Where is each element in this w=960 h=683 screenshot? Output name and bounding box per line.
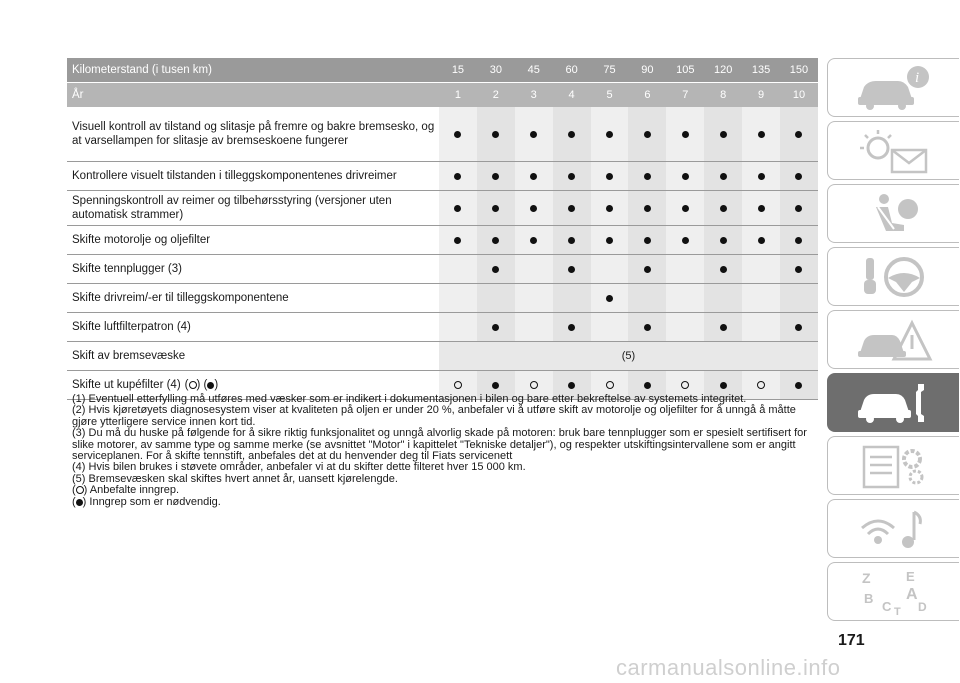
required-dot-icon — [568, 324, 575, 331]
tab-index[interactable] — [827, 562, 959, 621]
ring-symbol-icon — [189, 381, 197, 389]
tab-multimedia[interactable] — [827, 499, 959, 558]
tab-dashboard[interactable] — [827, 121, 959, 180]
row-label — [67, 191, 439, 225]
table-row — [67, 191, 818, 226]
row-cells — [439, 313, 818, 341]
tab-emergency[interactable] — [827, 310, 959, 369]
table-cell — [704, 191, 742, 225]
row-label-symbols — [185, 378, 219, 392]
header-cell: 3 — [530, 89, 537, 101]
car-info-icon — [854, 63, 934, 113]
header-cell: 135 — [751, 64, 771, 76]
required-dot-icon — [795, 324, 802, 331]
table-row — [67, 226, 818, 255]
table-cell — [439, 226, 477, 254]
tab-specs[interactable] — [827, 436, 959, 495]
required-dot-icon — [795, 205, 802, 212]
row-cells — [439, 107, 818, 161]
required-dot-icon — [492, 205, 499, 212]
svg-text:B: B — [863, 590, 873, 606]
required-dot-icon — [644, 205, 651, 212]
required-dot-icon — [454, 131, 461, 138]
table-cell — [439, 255, 477, 283]
required-dot-icon — [795, 382, 802, 389]
table-cell — [477, 107, 515, 161]
required-dot-icon — [682, 237, 689, 244]
table-cell — [515, 255, 553, 283]
row-label-text: Skifte tennplugger (3) — [72, 263, 182, 275]
table-cell — [666, 284, 704, 312]
table-cell — [553, 284, 591, 312]
required-dot-icon — [795, 131, 802, 138]
table-cell — [780, 162, 818, 190]
required-dot-icon — [795, 237, 802, 244]
table-cell — [515, 107, 553, 161]
multimedia-note-icon — [854, 504, 934, 554]
table-cell — [477, 162, 515, 190]
header-km-cells — [439, 58, 818, 82]
required-dot-icon — [606, 237, 613, 244]
note-3: (3) Du må du huske på følgende for å sikre riktig funksjonalitet og unngå alvorlig skade på motoren: bruk bare tennplugger som er spesielt sertifisert for slike motorer, av samme type og samme merke (se avsnittet "Motor" i kapittelet "Tekniske detaljer"), og respekter utskiftingsintervallene som er angitt serviceplanen. For å skifte tennstift, anbefales det at du henvender deg til Fiats servicenett — [72, 427, 807, 463]
required-dot-icon — [644, 266, 651, 273]
header-cell: 15 — [451, 64, 465, 76]
header-cell: 75 — [603, 64, 616, 76]
watermark: carmanualsonline.info — [616, 655, 841, 680]
table-cell — [591, 313, 629, 341]
row-label-text: Skifte motorolje og oljefilter — [72, 234, 211, 246]
recommended-ring-icon — [454, 381, 462, 389]
tab-car-info[interactable] — [827, 58, 959, 117]
table-cell — [591, 226, 629, 254]
header-cell: 6 — [644, 89, 651, 101]
row-label — [67, 255, 439, 283]
page-number: 171 — [838, 632, 865, 649]
header-km-row — [67, 58, 818, 82]
row-cells — [439, 255, 818, 283]
tab-safety[interactable] — [827, 184, 959, 243]
key-steering-wheel-icon — [854, 252, 934, 302]
table-cell — [704, 284, 742, 312]
table-cell — [704, 107, 742, 161]
table-cell — [666, 162, 704, 190]
required-dot-icon — [758, 131, 765, 138]
table-cell — [515, 284, 553, 312]
required-dot-icon — [682, 131, 689, 138]
table-row — [67, 255, 818, 284]
table-cell — [591, 162, 629, 190]
required-dot-icon — [568, 237, 575, 244]
required-dot-icon — [758, 237, 765, 244]
table-cell — [439, 191, 477, 225]
required-dot-icon — [644, 237, 651, 244]
row-label — [67, 226, 439, 254]
required-dot-icon — [492, 237, 499, 244]
table-cell — [591, 255, 629, 283]
table-cell — [553, 162, 591, 190]
table-cell — [553, 107, 591, 161]
table-cell — [742, 284, 780, 312]
table-cell — [628, 191, 666, 225]
required-dot-icon — [644, 173, 651, 180]
svg-text:C: C — [881, 598, 891, 614]
table-cell — [628, 162, 666, 190]
header-cell: 1 — [454, 89, 461, 101]
table-cell — [515, 313, 553, 341]
table-cell — [666, 226, 704, 254]
row-label — [67, 313, 439, 341]
row-cells — [439, 284, 818, 312]
row-cells — [439, 226, 818, 254]
table-cell — [780, 255, 818, 283]
table-cell — [780, 284, 818, 312]
row-label-text: Skift av bremsevæske — [72, 350, 186, 362]
row-label — [67, 284, 439, 312]
dashboard-light-mail-icon — [854, 126, 934, 176]
table-cell — [439, 162, 477, 190]
table-cell — [591, 107, 629, 161]
required-dot-icon — [454, 205, 461, 212]
header-year-row — [67, 82, 818, 107]
table-cell — [704, 255, 742, 283]
note-7 — [72, 497, 822, 508]
required-dot-icon — [530, 205, 537, 212]
table-cell — [477, 191, 515, 225]
table-cell — [591, 284, 629, 312]
recommended-ring-icon — [530, 381, 538, 389]
table-body — [67, 107, 818, 400]
table-cell — [742, 255, 780, 283]
header-cell: 5 — [606, 89, 613, 101]
maintenance-table — [67, 58, 818, 400]
svg-text:Z: Z — [861, 569, 871, 586]
required-dot-icon — [606, 173, 613, 180]
table-cell — [628, 284, 666, 312]
header-cell: 9 — [758, 89, 765, 101]
required-dot-icon — [720, 205, 727, 212]
header-cell: 45 — [527, 64, 540, 76]
dot-symbol-icon — [76, 499, 83, 506]
svg-text:T: T — [893, 605, 901, 617]
row-label-text: Kontrollere visuelt tilstanden i tilleggskomponentenes drivreimer — [72, 170, 397, 182]
table-cell — [553, 226, 591, 254]
required-dot-icon — [492, 382, 499, 389]
header-cell: 150 — [789, 64, 809, 76]
header-cell: 4 — [568, 89, 575, 101]
required-dot-icon — [795, 266, 802, 273]
table-cell — [628, 255, 666, 283]
required-dot-icon — [758, 205, 765, 212]
header-cell: 7 — [682, 89, 689, 101]
table-cell — [742, 226, 780, 254]
row-label-text: Spenningskontroll av reimer og tilbehørsstyring (versjoner uten automatisk strammer) — [72, 195, 392, 221]
required-dot-icon — [530, 237, 537, 244]
table-cell — [553, 255, 591, 283]
required-dot-icon — [682, 205, 689, 212]
chapter-sidebar — [827, 58, 959, 625]
table-cell — [553, 191, 591, 225]
header-year-label: År — [72, 89, 84, 101]
required-dot-icon — [606, 205, 613, 212]
required-dot-icon — [644, 382, 651, 389]
table-cell — [477, 226, 515, 254]
symbol-paren: ) — [214, 379, 219, 391]
table-row — [67, 162, 818, 191]
header-cell: 8 — [720, 89, 727, 101]
row-label — [67, 107, 439, 161]
table-row — [67, 107, 818, 162]
required-dot-icon — [720, 237, 727, 244]
required-dot-icon — [492, 131, 499, 138]
required-dot-icon — [454, 237, 461, 244]
table-cell — [780, 226, 818, 254]
table-cell — [704, 226, 742, 254]
table-cell — [553, 313, 591, 341]
table-cell — [704, 162, 742, 190]
row-label-text: Skifte ut kupéfilter (4) — [72, 379, 181, 391]
airbag-seatbelt-icon — [854, 189, 934, 239]
required-dot-icon — [568, 382, 575, 389]
table-row — [67, 313, 818, 342]
required-dot-icon — [568, 205, 575, 212]
header-cell: 105 — [676, 64, 695, 76]
table-cell — [742, 162, 780, 190]
note-7-open: ( — [72, 495, 76, 508]
table-cell — [666, 191, 704, 225]
table-cell — [591, 191, 629, 225]
row-label-text: Skifte drivreim/-er til tilleggskomponentene — [72, 292, 289, 304]
table-cell — [515, 226, 553, 254]
table-cell — [477, 313, 515, 341]
required-dot-icon — [530, 131, 537, 138]
header-cell: 2 — [492, 89, 499, 101]
car-warning-triangle-icon — [854, 315, 934, 365]
note-1: (1) Eventuell etterfylling må utføres med væsker som er indikert i dokumentasjonen i bilen og bare etter bekreftelse av systemets integritet. — [72, 393, 747, 405]
header-year-cells — [439, 83, 818, 107]
recommended-ring-icon — [606, 381, 614, 389]
required-dot-icon — [568, 266, 575, 273]
specs-gear-icon — [854, 441, 934, 491]
header-cell: 120 — [714, 64, 733, 76]
note-6-text: ) Anbefalte inngrep. — [83, 484, 180, 497]
row-label — [67, 162, 439, 190]
table-cell — [742, 107, 780, 161]
required-dot-icon — [492, 266, 499, 273]
symbol-paren: ( — [184, 379, 189, 391]
required-dot-icon — [795, 173, 802, 180]
table-cell — [780, 107, 818, 161]
note-5: (5) Bremsevæsken skal skiftes hvert annet år, uansett kjørelengde. — [72, 472, 398, 485]
header-cell: 60 — [565, 64, 578, 76]
required-dot-icon — [568, 131, 575, 138]
ring-symbol-icon — [76, 486, 84, 494]
table-cell — [780, 313, 818, 341]
table-cell — [477, 284, 515, 312]
table-row — [67, 284, 818, 313]
note-2: (2) Hvis kjøretøyets diagnosesystem viser at kvaliteten på oljen er under 20 %, anbefaler vi å utføre skift av motorolje og oljefilter for å unngå å måtte gjøre ytterligere service innen kort tid. — [72, 404, 796, 428]
required-dot-icon — [720, 173, 727, 180]
required-dot-icon — [720, 131, 727, 138]
required-dot-icon — [530, 173, 537, 180]
table-cell — [666, 313, 704, 341]
required-dot-icon — [644, 324, 651, 331]
required-dot-icon — [606, 131, 613, 138]
table-cell — [477, 255, 515, 283]
table-cell — [628, 107, 666, 161]
table-cell — [628, 226, 666, 254]
table-cell — [439, 284, 477, 312]
row-cells — [439, 191, 818, 225]
svg-text:i: i — [914, 69, 919, 86]
car-wrench-icon — [854, 378, 934, 428]
required-dot-icon — [720, 324, 727, 331]
span-cell: (5) — [439, 342, 818, 370]
svg-text:E: E — [905, 568, 915, 584]
required-dot-icon — [644, 131, 651, 138]
required-dot-icon — [720, 266, 727, 273]
symbol-paren: ) ( — [196, 379, 208, 391]
footnotes — [72, 394, 822, 508]
table-cell — [666, 255, 704, 283]
header-cell: 90 — [641, 64, 654, 76]
tab-starting[interactable] — [827, 247, 959, 306]
table-cell — [628, 313, 666, 341]
required-dot-icon — [492, 173, 499, 180]
tab-maintenance[interactable] — [827, 373, 959, 432]
required-dot-icon — [720, 382, 727, 389]
header-cell: 30 — [489, 64, 502, 76]
required-dot-icon — [568, 173, 575, 180]
svg-text:D: D — [917, 599, 927, 614]
required-dot-icon — [492, 324, 499, 331]
recommended-ring-icon — [681, 381, 689, 389]
table-cell — [515, 162, 553, 190]
table-cell — [666, 107, 704, 161]
table-cell — [780, 191, 818, 225]
recommended-ring-icon — [757, 381, 765, 389]
row-label-text: Skifte luftfilterpatron (4) — [72, 321, 191, 333]
required-dot-icon — [682, 173, 689, 180]
header-cell: 10 — [792, 89, 806, 101]
required-dot-icon — [758, 173, 765, 180]
index-letters-icon — [854, 567, 934, 617]
header-km-label: Kilometerstand (i tusen km) — [72, 64, 212, 76]
table-cell — [704, 313, 742, 341]
table-cell — [742, 313, 780, 341]
required-dot-icon — [454, 173, 461, 180]
row-label — [67, 342, 439, 370]
note-6-open: ( — [72, 484, 76, 497]
row-label-text: Visuell kontroll av tilstand og slitasje på fremre og bakre bremsesko, og at varsellampen for slitasje av bremseskoene fungerer — [72, 121, 435, 147]
table-cell — [742, 191, 780, 225]
table-cell — [515, 191, 553, 225]
svg-text:A: A — [905, 585, 918, 603]
required-dot-icon — [606, 295, 613, 302]
row-cells — [439, 162, 818, 190]
table-row — [67, 342, 818, 371]
table-cell — [439, 107, 477, 161]
table-cell — [439, 313, 477, 341]
note-4: (4) Hvis bilen brukes i støvete områder, anbefaler vi at du skifter dette filteret hver 15 000 km. — [72, 461, 526, 474]
note-7-text: ) Inngrep som er nødvendig. — [82, 495, 221, 508]
